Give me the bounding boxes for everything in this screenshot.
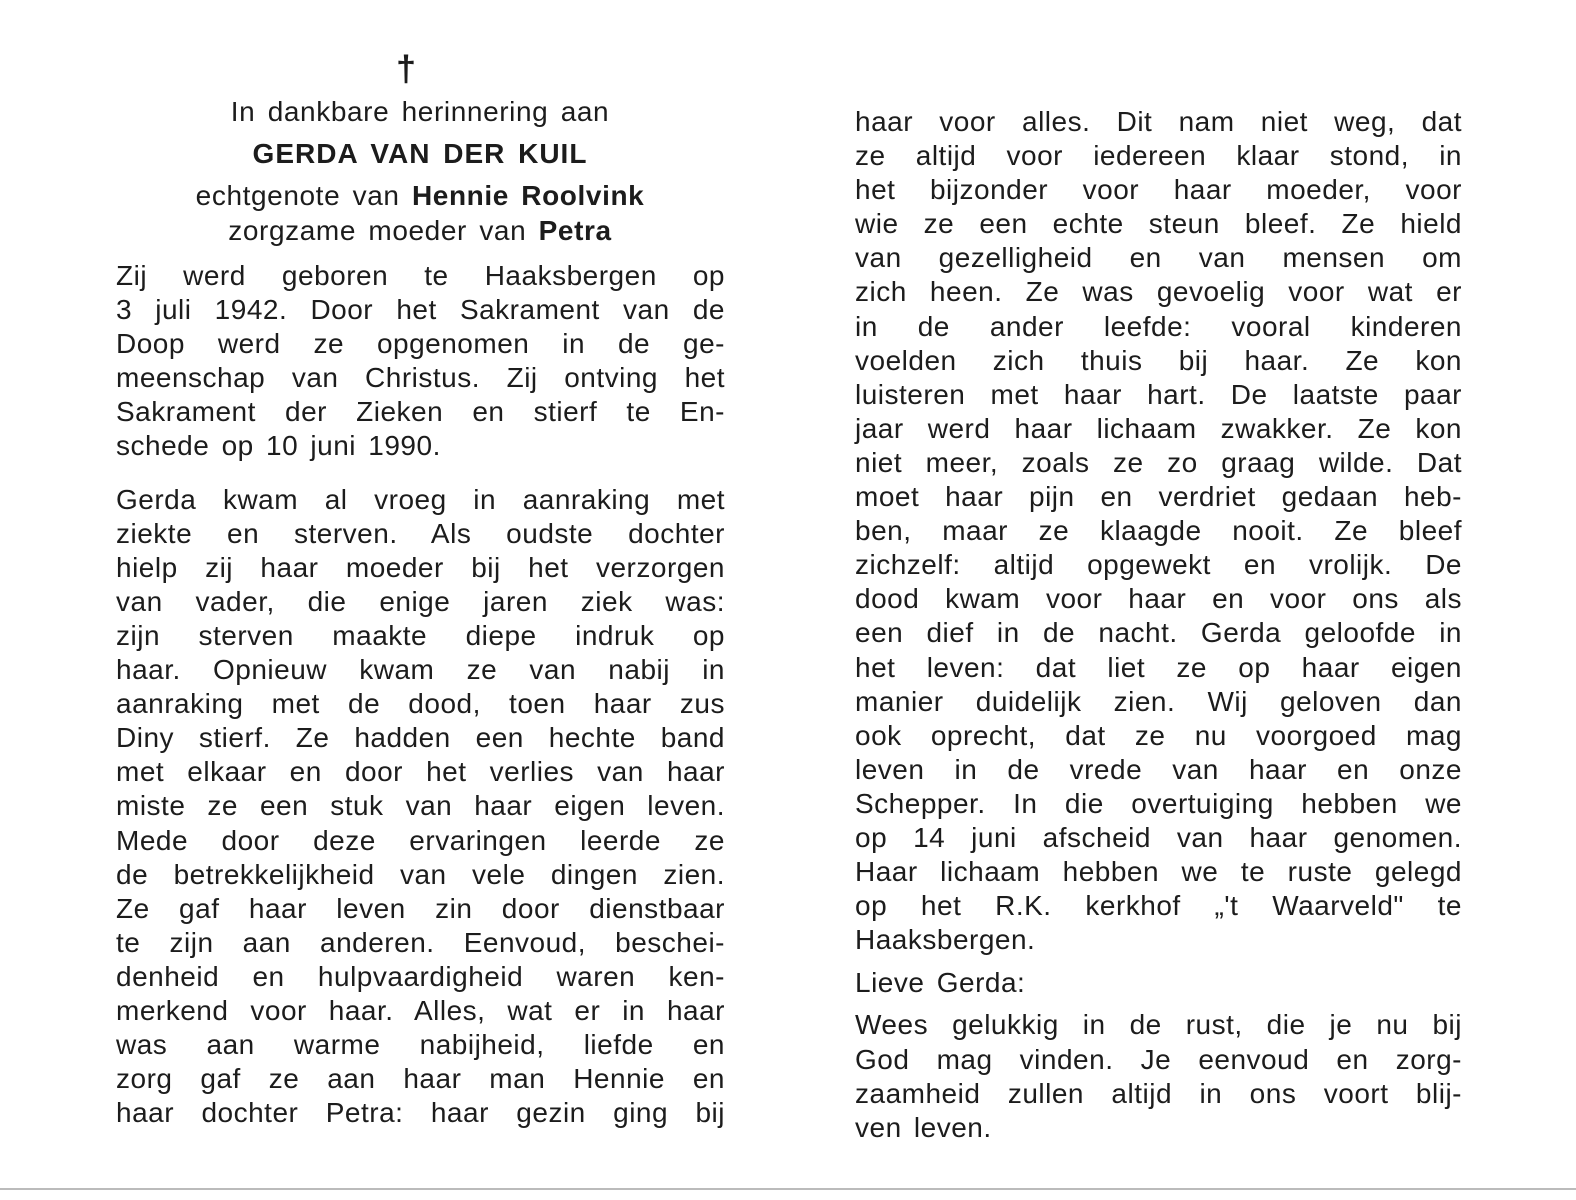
text-line: Haar lichaam hebben we te ruste gelegd	[855, 856, 1462, 888]
text-line: aanraking met de dood, toen haar zus	[116, 688, 725, 720]
text-line: Schepper. In die overtuiging hebben we	[855, 787, 1462, 819]
paragraph	[855, 966, 1462, 1000]
text-line: Zij werd geboren te Haaksbergen op	[116, 260, 725, 291]
child-prefix: zorgzame moeder van	[228, 215, 527, 246]
text-line: haar. Opnieuw kwam ze van nabij in	[116, 654, 725, 686]
text-line: wie ze een echte steun bleef. Ze hield	[855, 208, 1462, 240]
text-line: denheid en hulpvaardigheid waren ken-	[116, 960, 725, 992]
text-line: Diny stierf. Ze hadden een hechte band	[116, 722, 725, 754]
text-line: de betrekkelijkheid van vele dingen zien.	[116, 858, 725, 890]
dedication-line: In dankbare herinnering aan	[230, 96, 610, 127]
text-line: zijn sterven maakte diepe indruk op	[116, 619, 725, 651]
text-line: miste ze een stuk van haar eigen leven.	[116, 790, 725, 822]
text-line: jaar werd haar lichaam zwakker. Ze kon	[855, 412, 1462, 444]
text-line: op het R.K. kerkhof „'t Waarveld" te	[855, 890, 1462, 922]
paragraph	[116, 483, 725, 1131]
text-line: zich heen. Ze was gevoelig voor wat er	[855, 276, 1462, 308]
text-line: ziekte en sterven. Als oudste dochter	[116, 517, 725, 549]
text-line: ben, maar ze klaagde nooit. Ze bleef	[855, 515, 1462, 547]
text-line: van gezelligheid en van mensen om	[855, 242, 1462, 274]
text-line: het bijzonder voor haar moeder, voor	[855, 174, 1462, 206]
text-line: Haaksbergen.	[855, 924, 1036, 956]
text-line: hielp zij haar moeder bij het verzorgen	[116, 551, 725, 583]
spouse-prefix: echtgenote van	[195, 180, 400, 211]
text-line: leven in de vrede van haar en onze	[855, 753, 1462, 785]
text-line: in de ander leefde: vooral kinderen	[855, 310, 1462, 342]
text-line: op 14 juni afscheid van haar genomen.	[855, 821, 1462, 853]
paragraph	[116, 259, 725, 464]
text-line: dood kwam voor haar en voor ons als	[855, 583, 1462, 615]
text-line: haar dochter Petra: haar gezin ging bij	[116, 1097, 725, 1129]
text-line: Ze gaf haar leven zin door dienstbaar	[116, 892, 725, 924]
deceased-name: GERDA VAN DER KUIL	[252, 138, 588, 169]
text-line: merkend voor haar. Alles, wat er in haar	[116, 994, 725, 1026]
text-line: meenschap van Christus. Zij ontving het	[116, 362, 725, 394]
text-line: met elkaar en door het verlies van haar	[116, 756, 725, 788]
paragraph	[855, 105, 1462, 957]
text-line: 3 juli 1942. Door het Sakrament van de	[116, 294, 725, 326]
text-line: het leven: dat liet ze op haar eigen	[855, 651, 1462, 683]
spouse-line	[120, 180, 720, 212]
text-line: voelden zich thuis bij haar. Ze kon	[855, 344, 1462, 376]
text-line: zorg gaf ze aan haar man Hennie en	[116, 1063, 725, 1095]
text-line: schede op 10 juni 1990.	[116, 430, 441, 462]
text-line: Mede door deze ervaringen leerde ze	[116, 824, 725, 856]
card-bottom-edge	[0, 1188, 1576, 1190]
text-line: Sakrament der Zieken en stierf te En-	[116, 396, 725, 428]
text-line: ven leven.	[855, 1111, 992, 1143]
text-line: luisteren met haar hart. De laatste paar	[855, 378, 1462, 410]
text-line: een dief in de nacht. Gerda geloofde in	[855, 617, 1462, 649]
text-line: te zijn aan anderen. Eenvoud, beschei-	[116, 926, 725, 958]
right-text-column	[855, 105, 1462, 1164]
text-line: ook oprecht, dat ze nu voorgoed mag	[855, 719, 1462, 751]
text-line: God mag vinden. Je eenvoud en zorg-	[855, 1043, 1462, 1075]
child-name: Petra	[538, 215, 612, 246]
text-line: Gerda kwam al vroeg in aanraking met	[116, 483, 725, 515]
child-line	[120, 215, 720, 247]
text-line: was aan warme nabijheid, liefde en	[116, 1029, 725, 1061]
text-line: Doop werd ze opgenomen in de ge-	[116, 328, 725, 360]
text-line: Lieve Gerda:	[855, 967, 1026, 999]
text-line: Wees gelukkig in de rust, die je nu bij	[855, 1009, 1462, 1041]
text-line: zichzelf: altijd opgewekt en vrolijk. De	[855, 549, 1462, 581]
text-line: niet meer, zoals ze zo graag wilde. Dat	[855, 446, 1462, 478]
paragraph	[855, 1008, 1462, 1144]
text-line: manier duidelijk zien. Wij geloven dan	[855, 685, 1462, 717]
text-line: moet haar pijn en verdriet gedaan heb-	[855, 481, 1462, 513]
text-line: ze altijd voor iedereen klaar stond, in	[855, 140, 1462, 172]
text-line: zaamheid zullen altijd in ons voort blij-	[855, 1077, 1462, 1109]
cross-symbol: †	[396, 48, 417, 89]
spouse-name: Hennie Roolvink	[411, 180, 645, 211]
text-line: haar voor alles. Dit nam niet weg, dat	[855, 106, 1462, 137]
text-line: van vader, die enige jaren ziek was:	[116, 585, 725, 617]
left-text-column	[116, 259, 725, 1149]
